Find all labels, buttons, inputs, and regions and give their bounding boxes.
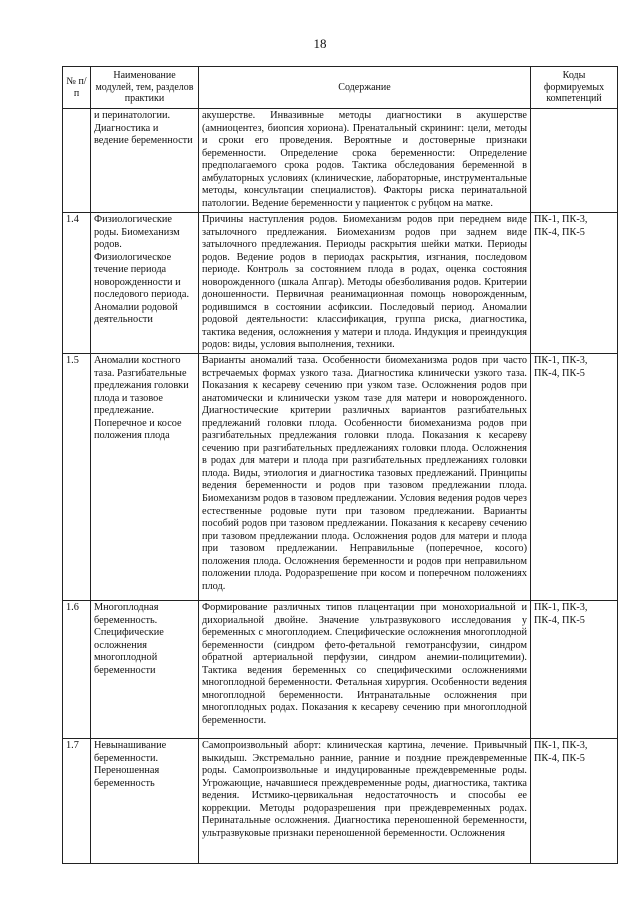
header-module: Наименование модулей, тем, разделов практики <box>91 67 199 109</box>
row-number <box>63 109 91 213</box>
row-number: 1.4 <box>63 213 91 354</box>
table-row <box>63 354 618 601</box>
table-row <box>63 109 618 213</box>
row-codes: ПК-1, ПК-3, ПК-4, ПК-5 <box>531 601 618 739</box>
row-module: и перинатологии. Диагностика и ведение беременности <box>91 109 199 213</box>
row-content: Причины наступления родов. Биомеханизм родов при переднем виде затылочного предлежания. Биомеханизм родов при заднем виде затылочного предлежания. Периоды раскрытия шейки матки. Периоды родов. Ведение родов в периодах раскрытия, изгнания, последовом периоде. Контроль за состоянием плода в родах, оценка состояния новорожденного (шкала Апгар). Методы обезболивания родов. Критерии доношенности. Первичная реанимационная помощь новорожденным, родившимся в состоянии асфиксии. Последовый период. Аномалии родовой деятельности: классификация, группа риска, диагностика, тактика ведения, осложнения у матери и плода. Индукция и преиндукция родов: виды, условия выполнения, техники. <box>199 213 531 354</box>
row-codes: ПК-1, ПК-3, ПК-4, ПК-5 <box>531 739 618 864</box>
curriculum-table <box>62 66 618 864</box>
row-module: Многоплодная беременность. Специфические осложнения многоплодной беременности <box>91 601 199 739</box>
row-codes: ПК-1, ПК-3, ПК-4, ПК-5 <box>531 354 618 601</box>
row-codes <box>531 109 618 213</box>
table-row <box>63 213 618 354</box>
row-module: Физиологические роды. Биомеханизм родов. Физиологическое течение периода новорожденности и последового периода. Аномалии родовой деятельности <box>91 213 199 354</box>
header-num: № п/п <box>63 67 91 109</box>
row-content: Формирование различных типов плацентации при монохориальной и дихориальной двойне. Значение ультразвукового исследования у беременных с многоплодием. Специфические осложнения многоплодной беременности (синдром фето-фетальной гемотрансфузии, синдром обратной артериальной перфузии, синдром анемии-полицитемии). Тактика ведения беременных со специфическими осложнениями многоплодной беременности. Фетальная хирургия. Особенности ведения многоплодной беременности. Интранатальные осложнения при многоплодных родах. Показания к кесареву сечению при многоплодной беременности. <box>199 601 531 739</box>
table-row <box>63 739 618 864</box>
table-row <box>63 601 618 739</box>
row-number: 1.6 <box>63 601 91 739</box>
table-header-row <box>63 67 618 109</box>
page-number: 18 <box>313 36 327 51</box>
row-codes: ПК-1, ПК-3, ПК-4, ПК-5 <box>531 213 618 354</box>
header-codes: Коды формируемых компетенций <box>531 67 618 109</box>
row-content: Варианты аномалий таза. Особенности биомеханизма родов при часто встречаемых формах узкого таза. Диагностика клинически узкого таза. Показания к кесареву сечению при узком тазе. Осложнения родов при анатомически и клинически узком тазе для матери и новорожденного. Диагностические критерии различных вариантов разгибательных предлежаний головки плода. Особенности биомеханизма родов при разгибательных предлежания головки плода. Показания к кесареву сечению при разгибательных предлежаниях головки плода. Осложнения в родах для матери и плода при разгибательных предлежаниях головки плода. Виды, этиология и диагностика тазовых предлежаний. Принципы ведения беременности и родов при тазовом предлежании плода. Биомеханизм родов в тазовом предлежании. Условия ведения родов через естественные родовые пути при тазовом предлежании. Варианты пособий родов при тазовом предлежании. Показания к кесареву сечению при тазовом предлежании плода. Осложнения родов для матери и плода при тазовом предлежании. Неправильные (поперечное, косого) положения плода. Осложнения беременности и родов при неправильном положении плода. Родоразрешение при косом и поперечном положениях плод. <box>199 354 531 601</box>
row-module: Аномалии костного таза. Разгибательные предлежания головки плода и тазовое предлежание. Поперечное и косое положения плода <box>91 354 199 601</box>
row-content: Самопроизвольный аборт: клиническая картина, лечение. Привычный выкидыш. Экстремально ранние, ранние и поздние преждевременные роды. Самопроизвольные и индуцированные преждевременные роды. Угрожающие, начавшиеся преждевременные роды, диагностика, тактика ведения. Истмико-цервикальная недостаточность и способы ее коррекции. Методы родоразрешения при преждевременных родах. Перинатальные осложнения. Диагностика переношенной беременности, ультразвуковые признаки переношенной беременности. Осложнения <box>199 739 531 864</box>
row-content: акушерстве. Инвазивные методы диагностики в акушерстве (амниоцентез, биопсия хориона). Пренатальный скрининг: цели, методы и сроки его проведения. Вероятные и достоверные признаки беременности. Определение срока беременности: Определение предполагаемого срока родов. Тактика обследования беременной в амбулаторных условиях (клинические, лабораторные, инструментальные методы, консультации специалистов). Факторы риска перинатальной патологии. Ведение беременности у пациенток с рубцом на матке. <box>199 109 531 213</box>
row-number: 1.5 <box>63 354 91 601</box>
row-module: Невынашивание беременности. Переношенная беременность <box>91 739 199 864</box>
row-number: 1.7 <box>63 739 91 864</box>
header-content: Содержание <box>199 67 531 109</box>
